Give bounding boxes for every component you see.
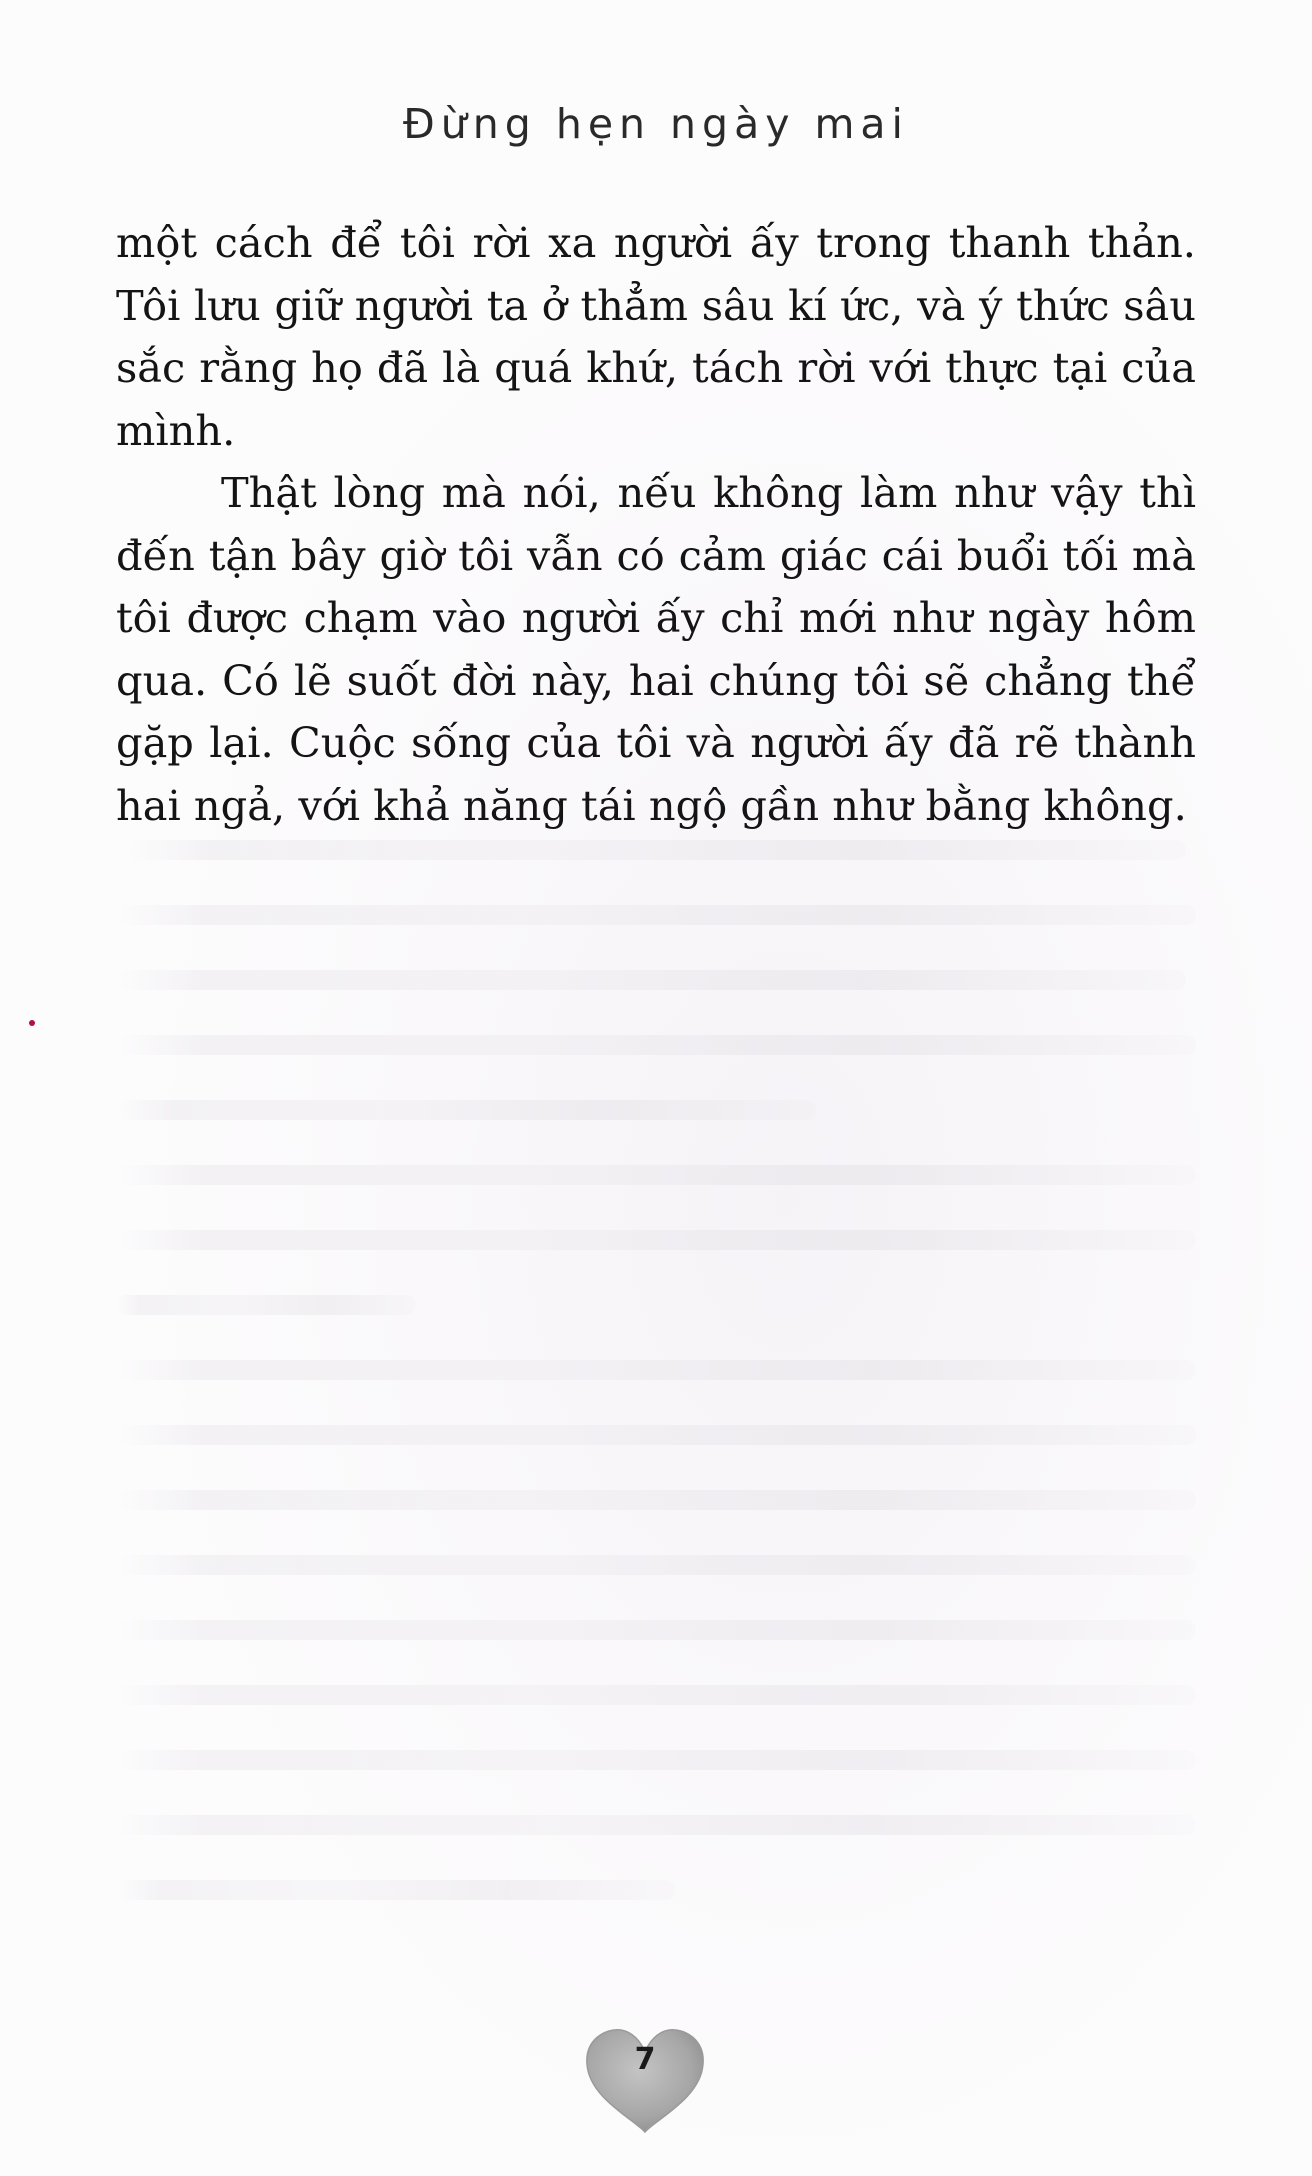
running-header-title: Đừng hẹn ngày mai [403, 100, 909, 148]
paragraph-2: Thật lòng mà nói, nếu không làm như vậy thì đến tận bây giờ tôi vẫn có cảm giác cái buổi tối mà tôi được chạm vào người ấy chỉ mới như ngày hôm qua. Có lẽ suốt đời này, hai chúng tôi sẽ chẳng thể gặp lại. Cuộc sống của tôi và người ấy đã rẽ thành hai ngả, với khả năng tái ngộ gần như bằng không. [116, 468, 1196, 830]
page-number: 7 [634, 2042, 656, 2077]
ink-speck [29, 1020, 35, 1026]
paragraph-1: một cách để tôi rời xa người ấy trong thanh thản. Tôi lưu giữ người ta ở thẳm sâu kí ức, và ý thức sâu sắc rằng họ đã là quá khứ, tách rời với thực tại của mình. [116, 218, 1196, 455]
show-through-texture [116, 840, 1196, 1945]
heart-icon [575, 2020, 715, 2140]
body-text [116, 212, 1196, 837]
page-number-badge [575, 2020, 715, 2140]
